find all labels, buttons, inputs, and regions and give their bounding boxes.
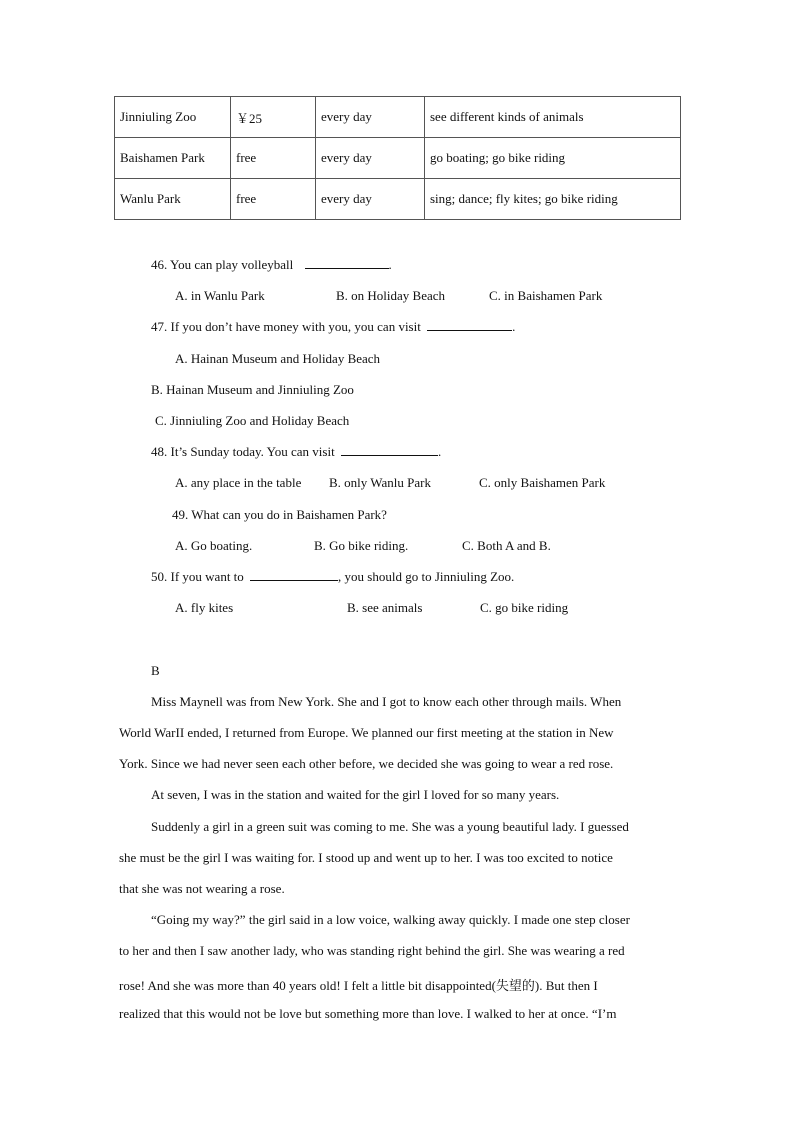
table-cell: ￥25 [231,97,316,138]
passage-line: Miss Maynell was from New York. She and I got to know each other through mails. When [151,694,622,709]
option-a: A. any place in the table [175,475,302,490]
question-stem: 48. It’s Sunday today. You can visit [151,444,335,459]
answer-blank [250,569,338,581]
passage-label: B [151,663,160,678]
option-b: B. Hainan Museum and Jinniuling Zoo [151,382,354,397]
table-cell: free [231,138,316,179]
option-c: C. only Baishamen Park [479,475,606,490]
table-cell: see different kinds of animals [425,97,681,138]
question-stem: 50. If you want to [151,569,244,584]
question-50 [151,569,514,585]
question-stem: 47. If you don’t have money with you, you can visit [151,319,421,334]
passage-line: she must be the girl I was waiting for. I stood up and went up to her. I was too excited to notice [119,850,613,865]
question-end: . [437,444,442,459]
option-a: A. fly kites [175,600,234,615]
table-cell: go boating; go bike riding [425,138,681,179]
table-cell: every day [316,179,425,220]
passage-line: World WarII ended, I returned from Europe. We planned our first meeting at the station in New [119,725,614,740]
table-row [115,179,681,220]
option-a: A. Hainan Museum and Holiday Beach [175,351,381,366]
table-cell: Wanlu Park [115,179,231,220]
option-c: C. go bike riding [480,600,569,615]
table-cell: every day [316,97,425,138]
table-cell: every day [316,138,425,179]
passage-line: “Going my way?” the girl said in a low voice, walking away quickly. I made one step closer [151,912,630,927]
answer-blank [341,444,438,456]
table-cell: free [231,179,316,220]
passage-line: to her and then I saw another lady, who was standing right behind the girl. She was wearing a red [119,943,625,958]
question-end: , you should go to Jinniuling Zoo. [338,569,515,584]
passage-line: rose! And she was more than 40 years old! I felt a little bit disappointed(失望的). But then I [119,978,598,993]
option-b: B. see animals [347,600,423,615]
passage-line: At seven, I was in the station and waited for the girl I loved for so many years. [151,787,560,802]
question-stem: 46. You can play volleyball [151,257,294,272]
passage-line: realized that this would not be love but something more than love. I walked to her at once. “I’m [119,1006,617,1021]
question-end: . [388,257,392,272]
passage-line: Suddenly a girl in a green suit was coming to me. She was a young beautiful lady. I guessed [151,819,629,834]
question-48 [151,444,441,460]
option-a: A. Go boating. [175,538,253,553]
option-b: B. on Holiday Beach [336,288,446,303]
answer-blank [305,257,389,269]
table-cell: sing; dance; fly kites; go bike riding [425,179,681,220]
option-c: C. Jinniuling Zoo and Holiday Beach [155,413,350,428]
table-cell: Jinniuling Zoo [115,97,231,138]
table-row [115,97,681,138]
question-49 [172,507,387,523]
answer-blank [427,319,512,331]
question-end: . [512,319,516,334]
attractions-table [114,96,681,220]
passage-line: that she was not wearing a rose. [119,881,285,896]
option-b: B. only Wanlu Park [329,475,431,490]
table-cell: Baishamen Park [115,138,231,179]
question-46 [151,257,392,273]
option-a: A. in Wanlu Park [175,288,265,303]
option-b: B. Go bike riding. [314,538,409,553]
table-row [115,138,681,179]
question-stem: 49. What can you do in Baishamen Park? [172,507,387,522]
passage-line: York. Since we had never seen each other before, we decided she was going to wear a red rose. [119,756,614,771]
option-c: C. Both A and B. [462,538,551,553]
option-c: C. in Baishamen Park [489,288,603,303]
question-47 [151,319,515,335]
